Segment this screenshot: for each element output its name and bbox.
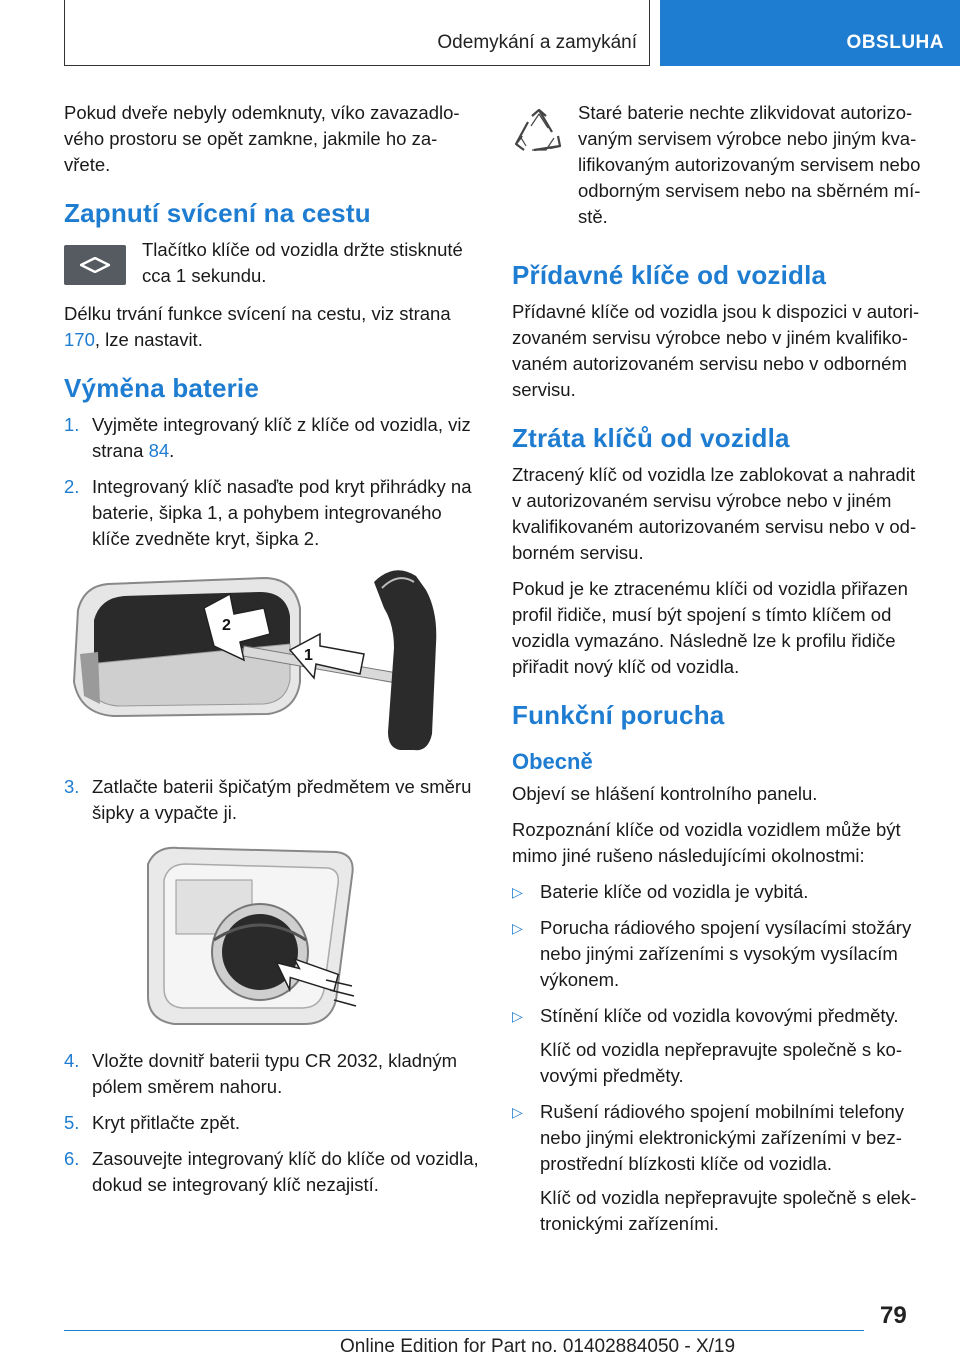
triangle-right-icon: ▷ [512, 1008, 523, 1024]
step-number: 2. [64, 476, 80, 497]
list-item [512, 879, 926, 905]
battery-steps-cont [64, 774, 482, 826]
figure-key-opening [64, 564, 482, 768]
step-item [64, 1146, 482, 1198]
step-item [64, 1048, 482, 1100]
heading-general: Obecně [512, 749, 593, 774]
step-item [64, 774, 482, 826]
lights-duration-text-end: , lze nastavit. [94, 329, 203, 350]
step-text: Integrovaný klíč nasaďte pod kryt přihrádky na baterie, šipka 1, a pohybem integrovaného klíče zvedněte kryt, šipka 2. [92, 476, 472, 549]
key-loss-text-1: Ztracený klíč od vozidla lze zablokovat a nahradit v autorizovaném servisu výrobce nebo v jiném kvalifikovaném autorizovaném servisu nebo v od‐borném servisu. [512, 464, 917, 563]
heading-malfunction: Funkční porucha [512, 700, 725, 730]
heading-additional-keys: Přídavné klíče od vozidla [512, 260, 827, 290]
page-link-84[interactable]: 84 [148, 440, 170, 461]
general-text-2: Rozpoznání klíče od vozidla vozidlem může být mimo jiné rušeno následujícími okolnostmi: [512, 819, 901, 866]
triangle-right-icon: ▷ [512, 1104, 523, 1120]
step-text-a: Vyjměte integrovaný klíč z klíče od vozidla, viz strana [92, 414, 471, 461]
step-number: 3. [64, 776, 80, 797]
key-loss-text-2: Pokud je ke ztracenému klíči od vozidla přiřazen profil řidiče, musí být spojení s tímto klíčem od vozidla vymazáno. Následně lze k profilu řidiče přiřadit nový klíč od vozidla. [512, 578, 908, 677]
list-item-text: Rušení rádiového spojení mobilními telefony nebo jinými elektronickými zařízeními v bez‐prostřední blízkosti klíče od vozidla. [540, 1101, 905, 1174]
list-item-text: Baterie klíče od vozidla je vybitá. [540, 881, 809, 902]
lights-instruction [64, 237, 482, 289]
step-item [64, 474, 482, 552]
step-text: Zatlačte baterii špičatým předmětem ve směru šipky a vypačte ji. [92, 776, 472, 823]
page-number: 79 [880, 1302, 907, 1329]
key-opening-illustration [64, 564, 482, 768]
battery-steps-end [64, 1048, 482, 1198]
heading-welcome-lights: Zapnutí svícení na cestu [64, 198, 371, 228]
additional-keys-text: Přídavné klíče od vozidla jsou k dispozici v autori‐zovaném servisu výrobce nebo v jiném kvalifiko‐vaném autorizovaném servisu nebo v odborném servisu. [512, 301, 920, 400]
triangle-right-icon: ▷ [512, 884, 523, 900]
interference-list-cont [512, 1099, 926, 1177]
list-item [512, 1003, 926, 1029]
page-header [0, 0, 960, 66]
left-column [64, 100, 482, 1208]
step-text-b: . [169, 440, 175, 461]
heading-battery-replacement: Výměna baterie [64, 373, 260, 403]
recycle-icon [512, 106, 566, 160]
footer-edition: Online Edition for Part no. 01402884050 - X/19 [340, 1336, 736, 1357]
heading-key-loss: Ztráta klíčů od vozidla [512, 423, 790, 453]
step-number: 1. [64, 414, 80, 435]
figure-battery-compartment [64, 840, 482, 1040]
header-section-tab [660, 0, 960, 66]
list-item [512, 1099, 926, 1177]
step-text: Vložte dovnitř baterii typu CR 2032, kladným pólem směrem nahoru. [92, 1050, 458, 1097]
footer-divider [64, 1330, 864, 1331]
step-number: 5. [64, 1112, 80, 1133]
list-item-note: Klíč od vozidla nepřepravujte společně s elek‐tronickými zařízeními. [540, 1187, 917, 1234]
list-item-note: Klíč od vozidla nepřepravujte společně s ko‐vovými předměty. [540, 1039, 902, 1086]
list-item-text: Porucha rádiového spojení vysílacími stožáry nebo jinými zařízeními s vysokým vysílacím výkonem. [540, 917, 912, 990]
header-section-label: OBSLUHA [846, 32, 944, 53]
recycle-text: Staré baterie nechte zlikvidovat autorizo‐vaným servisem výrobce nebo jiným kva‐lifikovaným autorizovaným servisem nebo odborným servisem nebo na sběrném mí‐stě. [578, 102, 921, 227]
battery-steps [64, 412, 482, 552]
step-item [64, 412, 482, 464]
list-item-text: Stínění klíče od vozidla kovovými předměty. [540, 1005, 899, 1026]
triangle-right-icon: ▷ [512, 920, 523, 936]
figure-label-2: 2 [222, 617, 231, 634]
header-title: Odemykání a zamykání [437, 32, 637, 53]
intro-paragraph: Pokud dveře nebyly odemknuty, víko zavazadlo‐vého prostoru se opět zamkne, jakmile ho za‐vřete. [64, 102, 460, 175]
header-title-box [64, 0, 650, 66]
figure-label-1: 1 [304, 647, 313, 664]
step-item [64, 1110, 482, 1136]
lights-text: Tlačítko klíče od vozidla držte stisknuté cca 1 sekundu. [142, 239, 463, 286]
step-text: Zasouvejte integrovaný klíč do klíče od vozidla, dokud se integrovaný klíč nezajistí. [92, 1148, 479, 1195]
lights-duration-paragraph [64, 301, 482, 353]
lights-duration-text: Délku trvání funkce svícení na cestu, viz strana [64, 303, 451, 324]
step-number: 4. [64, 1050, 80, 1071]
step-number: 6. [64, 1148, 80, 1169]
right-column [512, 100, 926, 1247]
step-text: Kryt přitlačte zpět. [92, 1112, 241, 1133]
recycle-note [512, 100, 926, 240]
key-button-icon [64, 245, 126, 285]
interference-list [512, 879, 926, 1029]
battery-compartment-illustration [64, 840, 482, 1040]
page-link-170[interactable]: 170 [64, 329, 95, 350]
general-text-1: Objeví se hlášení kontrolního panelu. [512, 783, 818, 804]
list-item [512, 915, 926, 993]
step-text [92, 412, 482, 464]
